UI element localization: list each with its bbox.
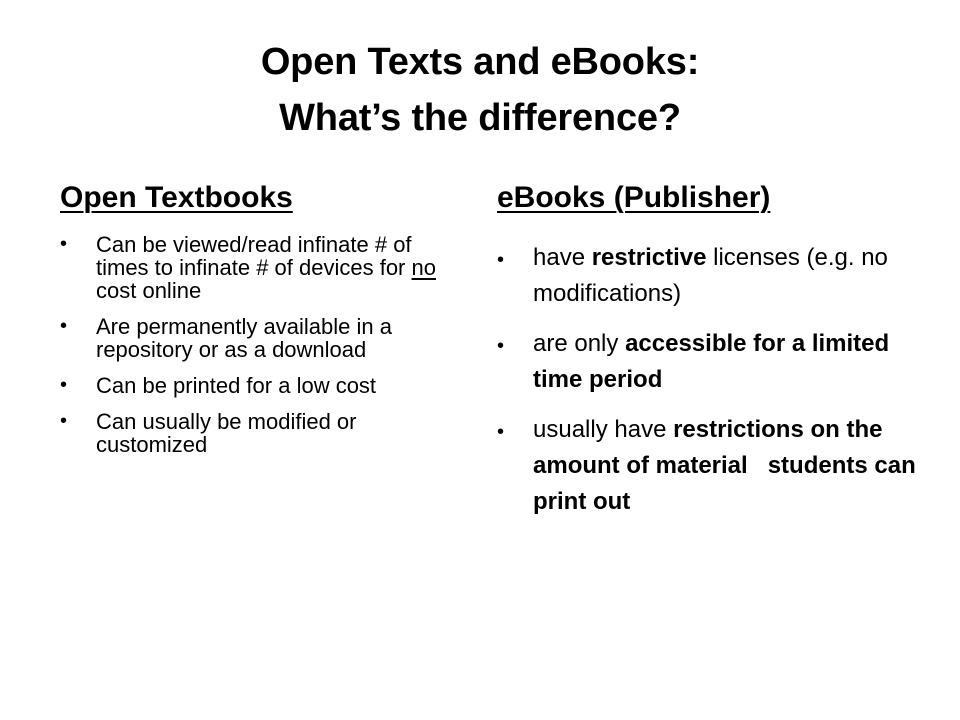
list-item-text: cost online (96, 278, 202, 303)
list-item-text: Can usually be modified or customized (96, 409, 357, 457)
list-item-text: have (533, 244, 592, 271)
title-line-1: Open Texts and eBooks: (260, 41, 700, 83)
bullet-icon: • (497, 421, 505, 443)
list-item-text: usually have (533, 416, 674, 443)
list-item-bold-text: accessible for a limited time period (533, 330, 890, 393)
slide-title (0, 34, 960, 146)
bullet-icon: • (60, 410, 68, 432)
list-item-text: Can be printed for a low cost (96, 373, 377, 398)
list-item-text: Can be viewed/read infinate # of times to infinate # of devices for (96, 232, 412, 280)
ebooks-publisher-heading: eBooks (Publisher) (497, 181, 771, 214)
list-item-text: are only (533, 330, 626, 357)
list-item (60, 410, 470, 456)
list-item (60, 374, 470, 397)
bullet-icon: • (497, 335, 505, 357)
ebooks-publisher-list (497, 240, 927, 534)
list-item-underlined-text: no (411, 255, 436, 280)
title-line-2: What’s the difference? (279, 97, 681, 139)
list-item-bold-text: restrictions on the amount of material students can print out (533, 416, 923, 515)
bullet-icon: • (497, 249, 505, 271)
list-item-bold-text: restrictive (591, 244, 707, 271)
bullet-icon: • (60, 374, 68, 396)
open-textbooks-heading: Open Textbooks (60, 181, 293, 214)
list-item (497, 412, 927, 520)
list-item (497, 240, 927, 312)
list-item-text: licenses (e.g. no modifications) (533, 244, 888, 307)
bullet-icon: • (60, 315, 68, 337)
list-item-text: Are permanently available in a repository or as a download (96, 314, 392, 362)
bullet-icon: • (60, 233, 68, 255)
open-textbooks-list (60, 233, 470, 469)
list-item (60, 233, 470, 302)
list-item (60, 315, 470, 361)
list-item (497, 326, 927, 398)
